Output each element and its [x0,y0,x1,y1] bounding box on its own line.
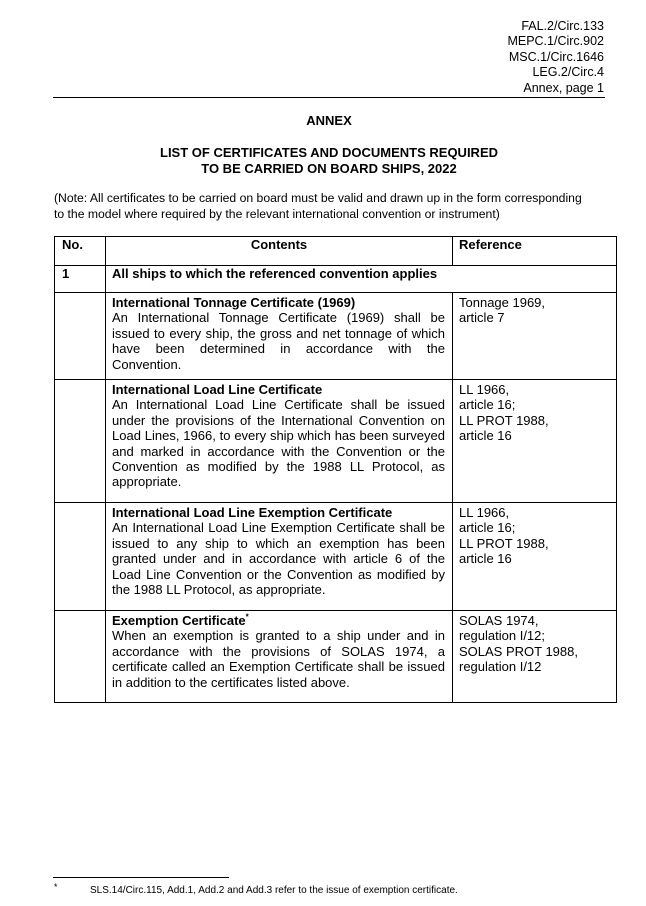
row-number-cell [55,380,106,503]
certificate-title: International Load Line Exemption Certificate [112,505,393,520]
section-title: All ships to which the referenced convention applies [106,266,617,293]
reference-line: article 16 [459,551,512,567]
doc-ref-mepc: MEPC.1/Circ.902 [507,34,604,49]
row-number-cell [55,293,106,380]
document-reference-block [507,19,604,96]
certificates-table [54,236,617,703]
certificate-description: An International Tonnage Certificate (1969) shall be issued to every ship, the gross and net tonnage of which have been determined in accordance with the Convention. [112,310,445,372]
reference-cell [453,503,617,611]
certificate-title: International Load Line Certificate [112,382,323,397]
reference-line: regulation I/12 [459,659,542,675]
document-title-line-2: TO BE CARRIED ON BOARD SHIPS, 2022 [201,160,457,176]
reference-cell [453,293,617,380]
row-number-cell [55,611,106,703]
reference-line: article 16 [459,428,512,444]
contents-cell [106,380,453,503]
table-row [55,293,617,380]
contents-cell [106,611,453,703]
column-header-reference: Reference [453,237,617,266]
reference-line: LL PROT 1988, [459,535,549,551]
contents-cell [106,293,453,380]
certificate-description: When an exemption is granted to a ship under and in accordance with the provisions of SOLAS 1974, a certificate called an Exemption Certificate shall be issued in addition to the certificates listed above. [112,628,445,690]
note-line-2: to the model where required by the relevant international convention or instrument) [54,206,500,221]
row-number-cell [55,503,106,611]
reference-line: article 16; [459,397,516,413]
certificate-title [112,613,445,628]
note-line-1: (Note: All certificates to be carried on board must be valid and drawn up in the form corresponding [54,191,582,205]
footnote-text: SLS.14/Circ.115, Add.1, Add.2 and Add.3 refer to the issue of exemption certificate. [90,885,458,896]
column-header-contents: Contents [106,237,453,266]
annex-title: ANNEX [306,113,352,128]
reference-line: article 16; [459,520,516,536]
footnote-divider [53,877,229,878]
certificate-title-text: Exemption Certificate [112,613,246,628]
footnote-marker: * [245,612,249,622]
table-row [55,503,617,611]
document-title [0,145,646,176]
header-divider [53,97,605,98]
reference-line: Tonnage 1969, [459,295,546,310]
note-paragraph [54,191,610,222]
section-number: 1 [55,266,106,293]
table-header-row [55,237,617,266]
reference-line: LL PROT 1988, [459,412,549,428]
certificate-description: An International Load Line Certificate shall be issued under the provisions of the International Convention on Load Lines, 1966, to every ship which has been surveyed and marked in accordance with the Convention or the Convention as modified by the 1988 LL Protocol, as appropriate. [112,397,445,490]
page-indicator: Annex, page 1 [523,80,604,95]
reference-line: SOLAS 1974, [459,613,539,628]
reference-line: LL 1966, [459,382,510,397]
reference-line: SOLAS PROT 1988, [459,643,578,659]
footnote-mark: * [54,882,58,892]
section-row [55,266,617,293]
table-row [55,380,617,503]
reference-cell [453,380,617,503]
reference-cell [453,611,617,703]
reference-line: article 7 [459,310,505,326]
contents-cell [106,503,453,611]
reference-line: regulation I/12; [459,628,546,644]
certificate-description: An International Load Line Exemption Certificate shall be issued to any ship to which an exemption has been granted under and in accordance with article 6 of the Load Line Convention or the Convention as modified by the 1988 LL Protocol, as appropriate. [112,520,445,598]
doc-ref-fal: FAL.2/Circ.133 [521,19,604,33]
certificate-title: International Tonnage Certificate (1969) [112,295,356,310]
doc-ref-msc: MSC.1/Circ.1646 [508,49,604,64]
doc-ref-leg: LEG.2/Circ.4 [532,65,604,80]
table-row [55,611,617,703]
reference-line: LL 1966, [459,505,510,520]
document-title-line-1: LIST OF CERTIFICATES AND DOCUMENTS REQUIRED [160,145,498,160]
column-header-no: No. [55,237,106,266]
